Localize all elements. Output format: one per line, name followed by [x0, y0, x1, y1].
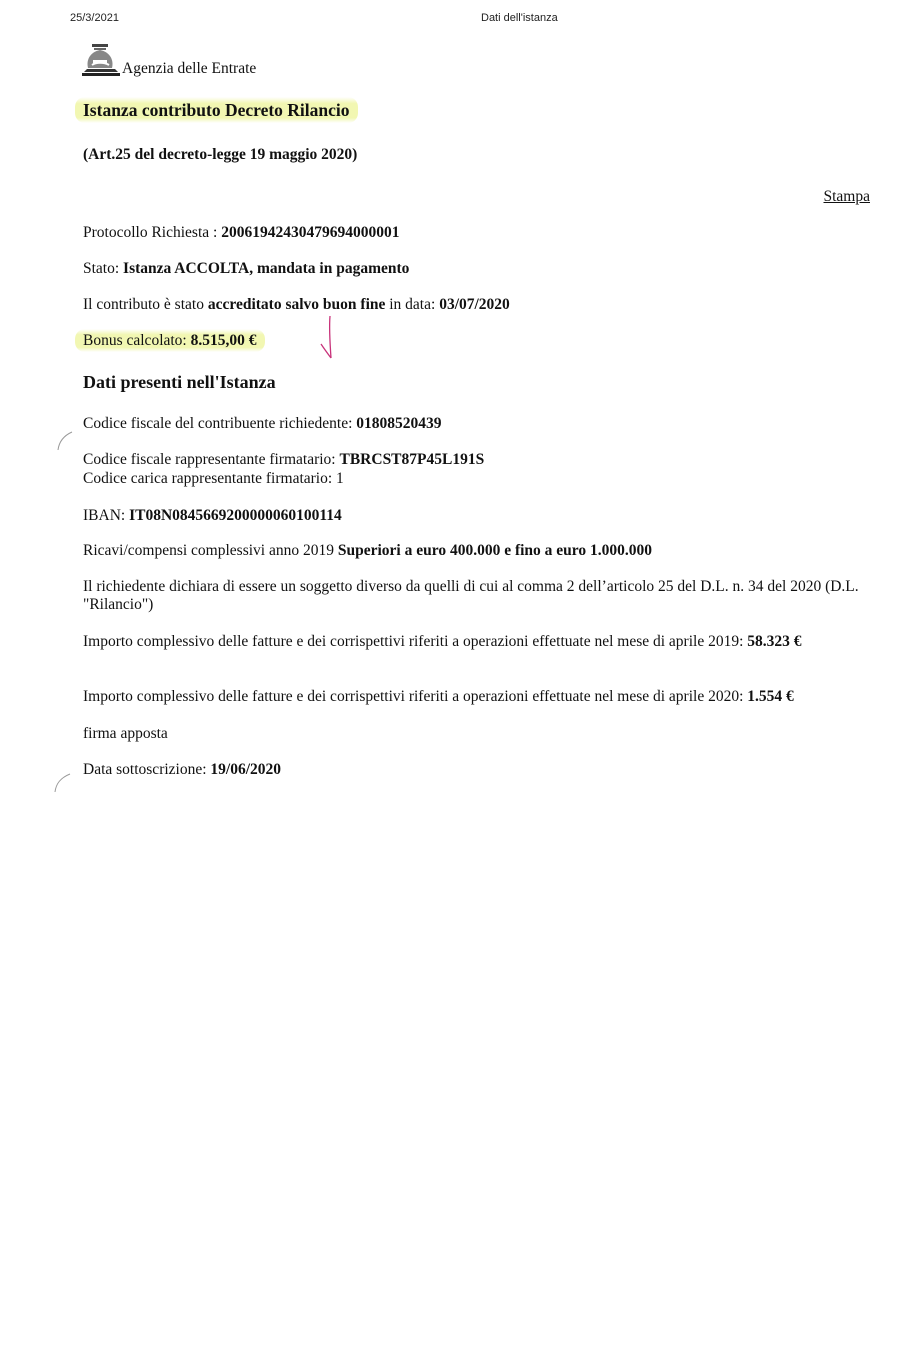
importo-2019-row — [83, 633, 873, 651]
carica-value: 1 — [336, 470, 344, 487]
protocollo-label: Protocollo Richiesta : — [83, 224, 222, 241]
bonus-highlight — [75, 329, 265, 352]
bonus-value: 8.515,00 € — [190, 332, 257, 349]
importo-2020-value: 1.554 € — [747, 688, 794, 705]
protocollo-value: 20061942430479694000001 — [221, 224, 400, 241]
cf-rapp-row — [83, 451, 484, 469]
contributo-row — [83, 296, 510, 314]
importo-2019-label: Importo complessivo delle fatture e dei corrispettivi riferiti a operazioni effettuate nel mese di aprile 2019: — [83, 633, 748, 650]
document-subtitle: (Art.25 del decreto-legge 19 maggio 2020) — [83, 146, 358, 163]
cf-label: Codice fiscale del contribuente richiedente: — [83, 415, 357, 432]
print-date: 25/3/2021 — [70, 12, 119, 24]
agency-logo-icon — [82, 42, 120, 78]
print-page-title: Dati dell'istanza — [481, 12, 558, 24]
carica-row — [83, 470, 344, 488]
iban-label: IBAN: — [83, 507, 130, 524]
print-link[interactable]: Stampa — [823, 188, 870, 205]
dichiarazione-row: Il richiedente dichiara di essere un soggetto diverso da quelli di cui al comma 2 dell’articolo 25 del D.L. n. 34 del 2020 (D.L. "Rilancio") — [83, 578, 859, 613]
iban-value: IT08N0845669200000060100114 — [129, 507, 342, 524]
contributo-status: accreditato salvo buon fine — [207, 296, 386, 313]
cf-row — [83, 415, 442, 433]
pencil-mark — [56, 430, 74, 452]
bonus-label: Bonus calcolato: — [83, 332, 191, 349]
stato-label: Stato: — [83, 260, 124, 277]
importo-2020-label: Importo complessivo delle fatture e dei corrispettivi riferiti a operazioni effettuate nel mese di aprile 2020: — [83, 688, 748, 705]
importo-2020-row — [83, 688, 794, 706]
stato-value: Istanza ACCOLTA, mandata in pagamento — [123, 260, 410, 277]
data-sottoscrizione-value: 19/06/2020 — [210, 761, 282, 778]
document-title — [83, 100, 358, 121]
ricavi-value: Superiori a euro 400.000 e fino a euro 1.000.000 — [337, 542, 653, 559]
importo-2019-value: 58.323 € — [747, 633, 802, 650]
agency-name: Agenzia delle Entrate — [122, 60, 257, 77]
contributo-date: 03/07/2020 — [439, 296, 510, 313]
iban-row — [83, 507, 342, 525]
print-header — [0, 12, 900, 28]
firma-row: firma apposta — [83, 725, 168, 742]
pencil-mark-lower — [52, 770, 72, 794]
cf-rapp-value: TBRCST87P45L191S — [339, 451, 485, 468]
carica-label: Codice carica rappresentante firmatario: — [83, 470, 337, 487]
bonus-row — [83, 332, 265, 350]
contributo-prefix: Il contributo è stato — [83, 296, 208, 313]
contributo-mid: in data: — [385, 296, 440, 313]
ricavi-label: Ricavi/compensi complessivi anno 2019 — [83, 542, 338, 559]
protocollo-row — [83, 224, 399, 242]
section-title: Dati presenti nell'Istanza — [83, 372, 276, 392]
stato-row — [83, 260, 409, 278]
title-highlight: Istanza contributo Decreto Rilancio — [75, 97, 358, 123]
data-sottoscrizione-row — [83, 761, 281, 779]
data-sottoscrizione-label: Data sottoscrizione: — [83, 761, 211, 778]
ricavi-row — [83, 542, 652, 560]
pen-check-mark — [318, 314, 338, 362]
cf-rapp-label: Codice fiscale rappresentante firmatario: — [83, 451, 340, 468]
cf-value: 01808520439 — [356, 415, 442, 432]
